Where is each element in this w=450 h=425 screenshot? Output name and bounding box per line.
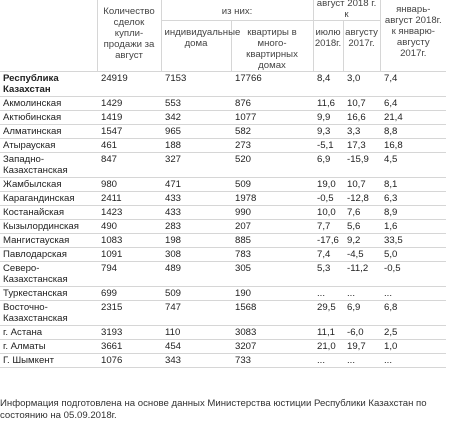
vs-august-2017-cell: 5,6 — [343, 220, 380, 234]
total-deals-cell: 2315 — [97, 301, 161, 326]
region-name-cell: Павлодарская — [0, 248, 97, 262]
vs-july-cell: 9,3 — [313, 125, 343, 139]
vs-jan-aug-cell: 6,3 — [380, 192, 446, 206]
table-row — [0, 340, 446, 354]
vs-jan-aug-cell: 6,4 — [380, 97, 446, 111]
apartments-cell: 783 — [231, 248, 313, 262]
vs-july-cell: 29,5 — [313, 301, 343, 326]
table-row — [0, 178, 446, 192]
total-deals-cell: 24919 — [97, 72, 161, 97]
vs-august-2017-cell: 6,9 — [343, 301, 380, 326]
vs-july-cell: 10,0 — [313, 206, 343, 220]
region-name-cell: Мангистауская — [0, 234, 97, 248]
region-name-cell: Жамбылская — [0, 178, 97, 192]
table-body — [0, 72, 446, 368]
vs-july-cell: 21,0 — [313, 340, 343, 354]
individual-houses-cell: 553 — [161, 97, 231, 111]
apartments-cell: 582 — [231, 125, 313, 139]
vs-july-cell: 7,4 — [313, 248, 343, 262]
region-name-cell: Акмолинская — [0, 97, 97, 111]
vs-jan-aug-cell: ... — [380, 287, 446, 301]
individual-houses-cell: 7153 — [161, 72, 231, 97]
apartments-cell: 17766 — [231, 72, 313, 97]
table-row — [0, 220, 446, 234]
table-row — [0, 234, 446, 248]
table-row — [0, 262, 446, 287]
apartments-cell: 733 — [231, 354, 313, 368]
total-deals-cell: 1091 — [97, 248, 161, 262]
vs-july-cell: 6,9 — [313, 153, 343, 178]
apartments-cell: 990 — [231, 206, 313, 220]
vs-jan-aug-cell: ... — [380, 354, 446, 368]
vs-july-cell: ... — [313, 354, 343, 368]
apartments-cell: 509 — [231, 178, 313, 192]
apartments-cell: 885 — [231, 234, 313, 248]
apartments-cell: 1568 — [231, 301, 313, 326]
total-deals-cell: 1423 — [97, 206, 161, 220]
header-region-cell — [0, 0, 97, 72]
individual-houses-cell: 454 — [161, 340, 231, 354]
header-of-them: из них: — [161, 0, 313, 21]
apartments-cell: 3207 — [231, 340, 313, 354]
vs-august-2017-cell: 3,3 — [343, 125, 380, 139]
individual-houses-cell: 509 — [161, 287, 231, 301]
individual-houses-cell: 308 — [161, 248, 231, 262]
vs-august-2017-cell: 16,6 — [343, 111, 380, 125]
region-name-cell: г. Алматы — [0, 340, 97, 354]
vs-july-cell: 8,4 — [313, 72, 343, 97]
vs-july-cell: -0,5 — [313, 192, 343, 206]
table-row — [0, 139, 446, 153]
individual-houses-cell: 343 — [161, 354, 231, 368]
vs-jan-aug-cell: 2,5 — [380, 326, 446, 340]
table-row — [0, 192, 446, 206]
table-header — [0, 0, 446, 72]
region-name-cell: Республика Казахстан — [0, 72, 97, 97]
individual-houses-cell: 283 — [161, 220, 231, 234]
total-deals-cell: 1547 — [97, 125, 161, 139]
region-name-cell: Актюбинская — [0, 111, 97, 125]
vs-august-2017-cell: 9,2 — [343, 234, 380, 248]
vs-jan-aug-cell: 1,6 — [380, 220, 446, 234]
table-row — [0, 72, 446, 97]
region-name-cell: Карагандинская — [0, 192, 97, 206]
header-apartments: квартиры в много-квартирных домах — [231, 21, 313, 72]
total-deals-cell: 1076 — [97, 354, 161, 368]
total-deals-cell: 847 — [97, 153, 161, 178]
header-vs-august-2017: августу 2017г. — [343, 21, 380, 72]
total-deals-cell: 1419 — [97, 111, 161, 125]
table-row — [0, 153, 446, 178]
apartments-cell: 273 — [231, 139, 313, 153]
vs-august-2017-cell: ... — [343, 354, 380, 368]
vs-august-2017-cell: 17,3 — [343, 139, 380, 153]
region-name-cell: Атырауская — [0, 139, 97, 153]
apartments-cell: 520 — [231, 153, 313, 178]
total-deals-cell: 699 — [97, 287, 161, 301]
table-row — [0, 125, 446, 139]
total-deals-cell: 1429 — [97, 97, 161, 111]
header-vs-july: июлю 2018г. — [313, 21, 343, 72]
header-individual-houses: индивидуальные дома — [161, 21, 231, 72]
apartments-cell: 207 — [231, 220, 313, 234]
vs-jan-aug-cell: 1,0 — [380, 340, 446, 354]
individual-houses-cell: 471 — [161, 178, 231, 192]
vs-august-2017-cell: 10,7 — [343, 178, 380, 192]
vs-jan-aug-cell: 8,8 — [380, 125, 446, 139]
region-name-cell: Туркестанская — [0, 287, 97, 301]
individual-houses-cell: 433 — [161, 206, 231, 220]
vs-jan-aug-cell: 4,5 — [380, 153, 446, 178]
vs-jan-aug-cell: 8,1 — [380, 178, 446, 192]
table-row — [0, 248, 446, 262]
region-name-cell: г. Астана — [0, 326, 97, 340]
region-name-cell: Костанайская — [0, 206, 97, 220]
vs-july-cell: 7,7 — [313, 220, 343, 234]
vs-august-2017-cell: -6,0 — [343, 326, 380, 340]
vs-august-2017-cell: 19,7 — [343, 340, 380, 354]
vs-august-2017-cell: -15,9 — [343, 153, 380, 178]
apartments-cell: 190 — [231, 287, 313, 301]
header-august-2018: август 2018 г. к — [313, 0, 380, 21]
total-deals-cell: 980 — [97, 178, 161, 192]
vs-jan-aug-cell: -0,5 — [380, 262, 446, 287]
table-row — [0, 354, 446, 368]
vs-jan-aug-cell: 16,8 — [380, 139, 446, 153]
individual-houses-cell: 198 — [161, 234, 231, 248]
apartments-cell: 305 — [231, 262, 313, 287]
total-deals-cell: 3193 — [97, 326, 161, 340]
region-name-cell: Западно-Казахстанская — [0, 153, 97, 178]
header-jan-aug: январь-август 2018г. к январю-августу 2017г. — [380, 0, 446, 72]
vs-july-cell: -5,1 — [313, 139, 343, 153]
individual-houses-cell: 342 — [161, 111, 231, 125]
vs-august-2017-cell: -12,8 — [343, 192, 380, 206]
vs-jan-aug-cell: 7,4 — [380, 72, 446, 97]
individual-houses-cell: 747 — [161, 301, 231, 326]
region-name-cell: Кызылординская — [0, 220, 97, 234]
individual-houses-cell: 965 — [161, 125, 231, 139]
individual-houses-cell: 327 — [161, 153, 231, 178]
table-row — [0, 287, 446, 301]
individual-houses-cell: 110 — [161, 326, 231, 340]
region-name-cell: Алматинская — [0, 125, 97, 139]
vs-july-cell: 19,0 — [313, 178, 343, 192]
total-deals-cell: 490 — [97, 220, 161, 234]
vs-august-2017-cell: 3,0 — [343, 72, 380, 97]
region-name-cell: Северо-Казахстанская — [0, 262, 97, 287]
table-row — [0, 111, 446, 125]
vs-jan-aug-cell: 33,5 — [380, 234, 446, 248]
header-total-deals: Количество сделок купли-продажи за август — [97, 0, 161, 72]
vs-july-cell: 9,9 — [313, 111, 343, 125]
vs-july-cell: 11,6 — [313, 97, 343, 111]
vs-august-2017-cell: ... — [343, 287, 380, 301]
table-row — [0, 301, 446, 326]
individual-houses-cell: 188 — [161, 139, 231, 153]
table-row — [0, 326, 446, 340]
source-footnote: Информация подготовлена на основе данных Министерства юстиции Республики Казахстан по состоянию на 05.09.2018г. — [0, 398, 427, 421]
vs-jan-aug-cell: 8,9 — [380, 206, 446, 220]
region-name-cell: Г. Шымкент — [0, 354, 97, 368]
individual-houses-cell: 433 — [161, 192, 231, 206]
apartments-cell: 876 — [231, 97, 313, 111]
table-row — [0, 206, 446, 220]
total-deals-cell: 461 — [97, 139, 161, 153]
table-row — [0, 97, 446, 111]
individual-houses-cell: 489 — [161, 262, 231, 287]
total-deals-cell: 2411 — [97, 192, 161, 206]
total-deals-cell: 3661 — [97, 340, 161, 354]
vs-jan-aug-cell: 21,4 — [380, 111, 446, 125]
vs-august-2017-cell: -11,2 — [343, 262, 380, 287]
vs-july-cell: ... — [313, 287, 343, 301]
vs-jan-aug-cell: 6,8 — [380, 301, 446, 326]
total-deals-cell: 1083 — [97, 234, 161, 248]
apartments-cell: 3083 — [231, 326, 313, 340]
vs-august-2017-cell: 7,6 — [343, 206, 380, 220]
total-deals-cell: 794 — [97, 262, 161, 287]
apartments-cell: 1077 — [231, 111, 313, 125]
vs-august-2017-cell: 10,7 — [343, 97, 380, 111]
vs-july-cell: -17,6 — [313, 234, 343, 248]
apartments-cell: 1978 — [231, 192, 313, 206]
vs-august-2017-cell: -4,5 — [343, 248, 380, 262]
region-name-cell: Восточно-Казахстанская — [0, 301, 97, 326]
vs-jan-aug-cell: 5,0 — [380, 248, 446, 262]
vs-july-cell: 5,3 — [313, 262, 343, 287]
vs-july-cell: 11,1 — [313, 326, 343, 340]
